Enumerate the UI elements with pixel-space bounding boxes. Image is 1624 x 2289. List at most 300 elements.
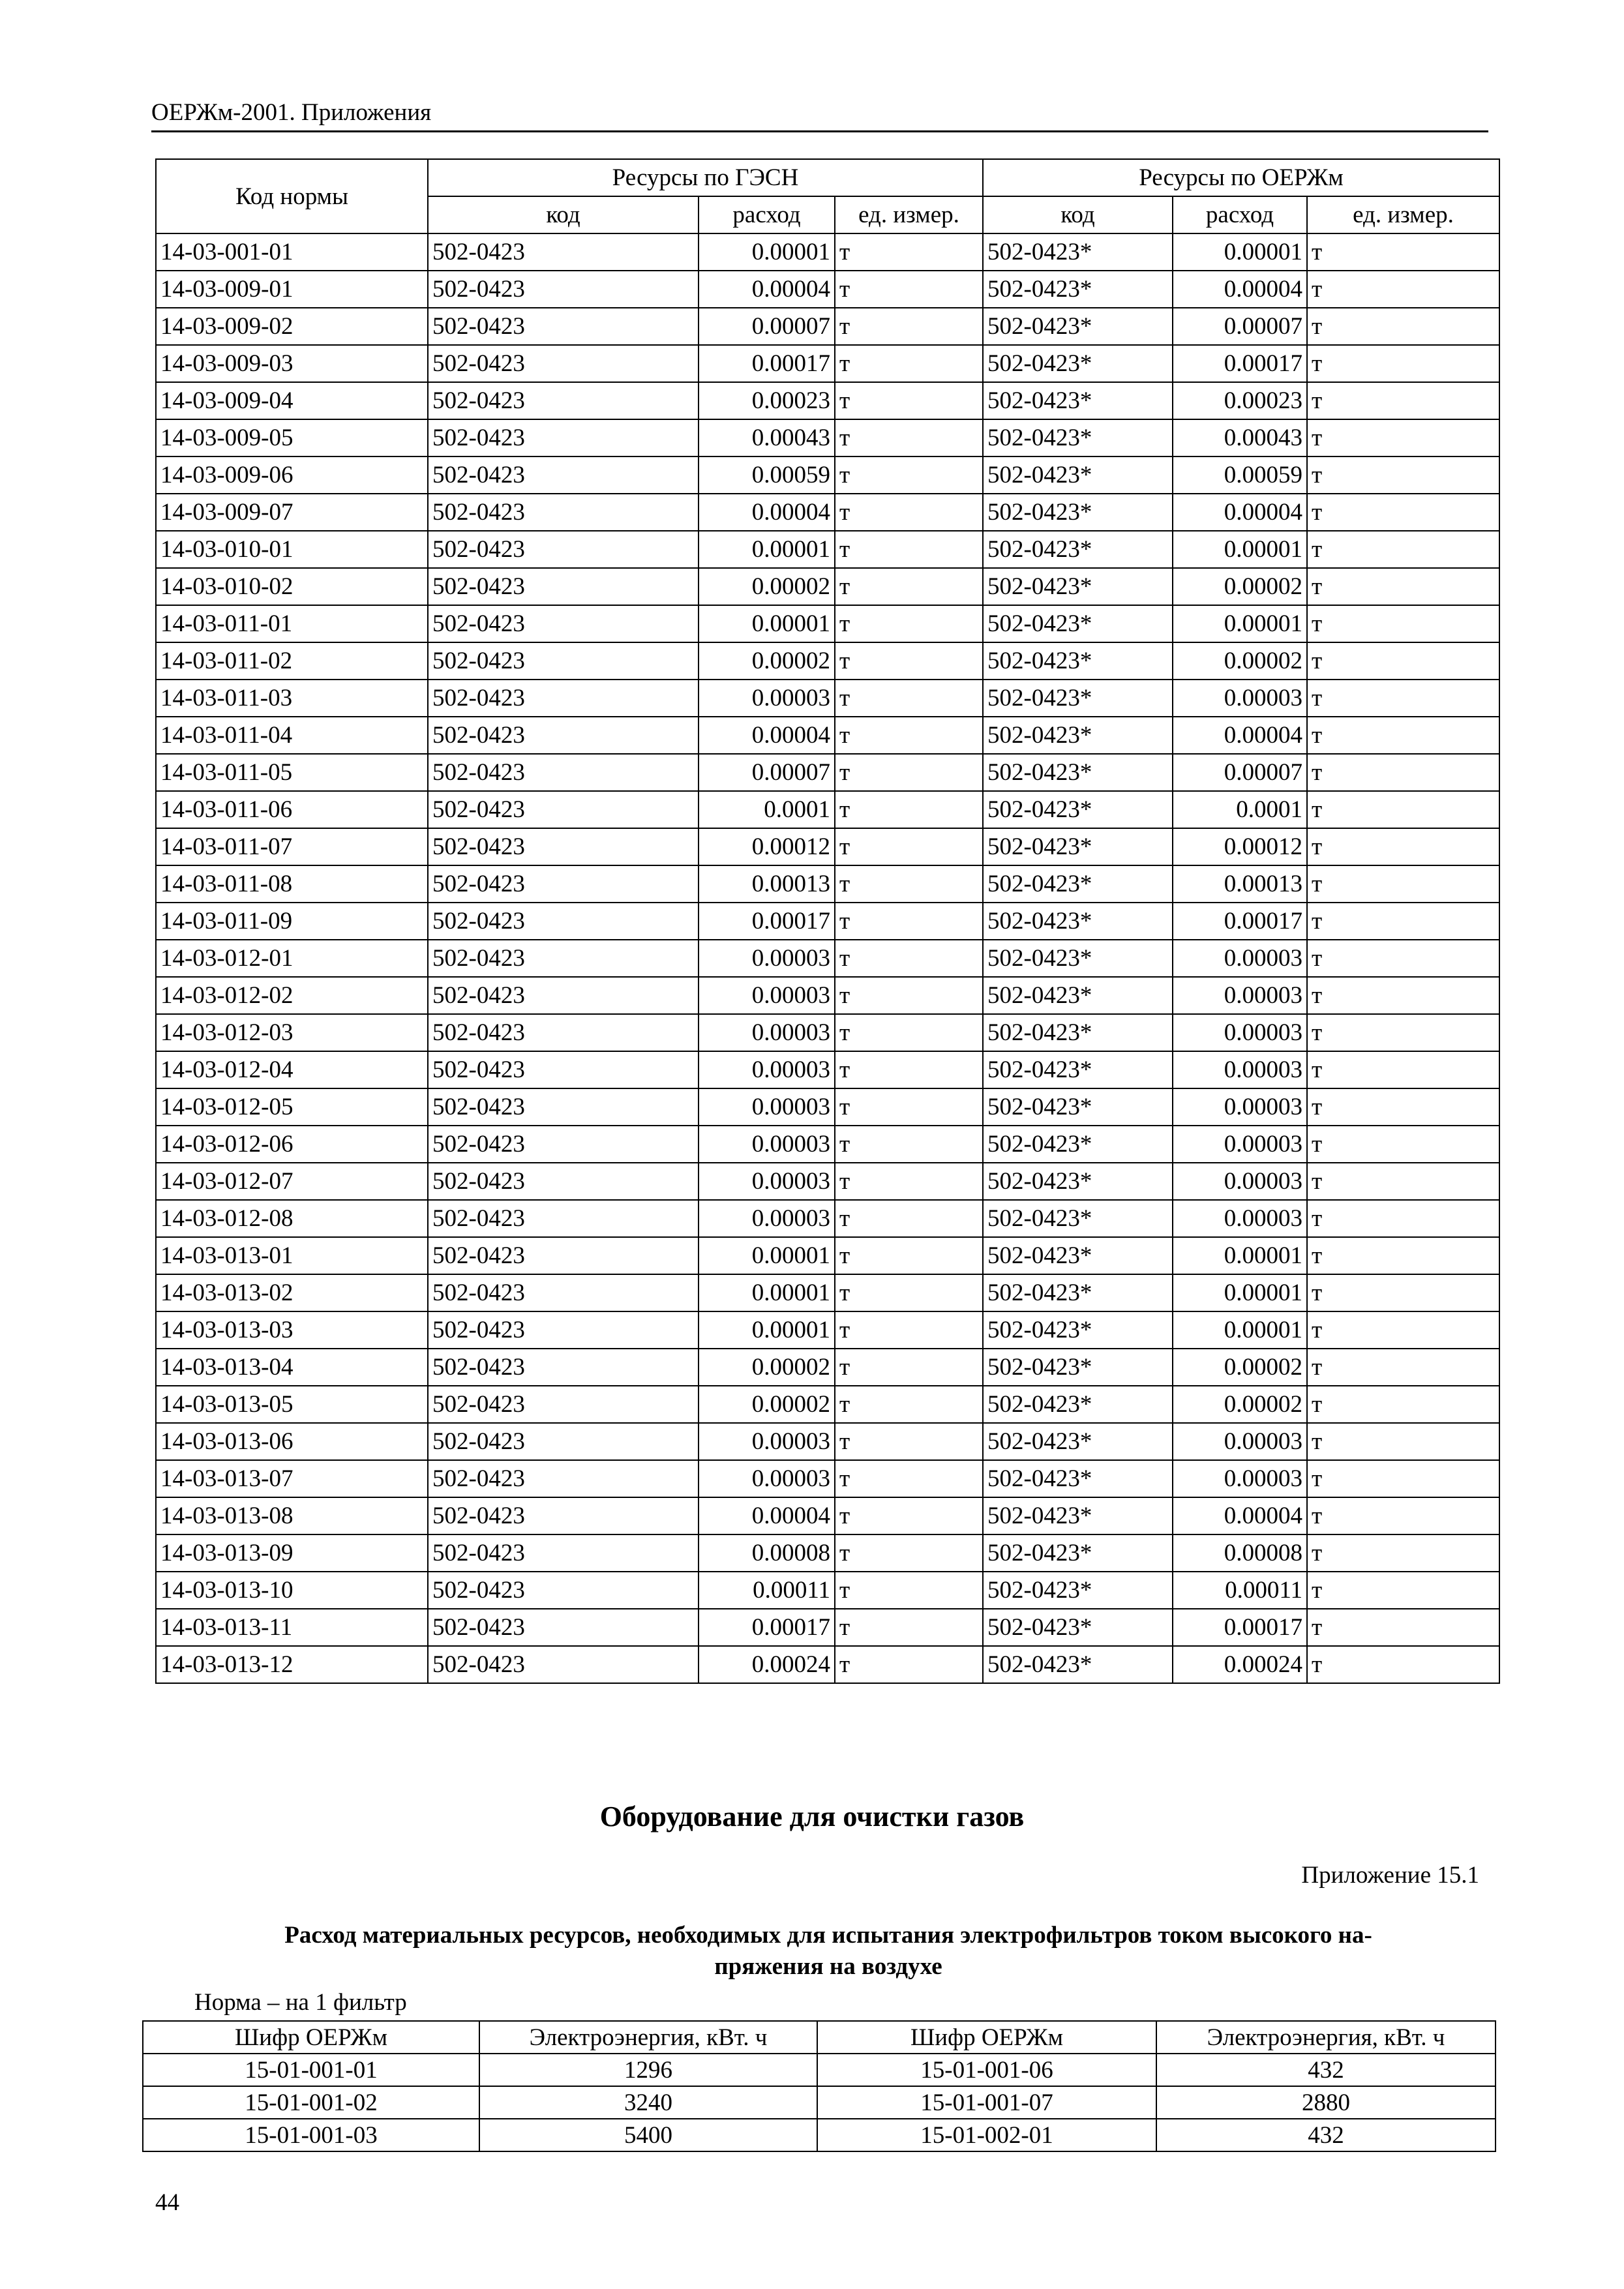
oerzhm-consumption-cell: 0.00001 [1173,233,1307,271]
norm-code-cell: 14-03-009-07 [156,494,428,531]
oerzhm-unit-cell: т [1307,940,1499,977]
table-row [156,1014,1499,1051]
gesn-consumption-cell: 0.00001 [699,233,835,271]
energy-consumption-table [142,2020,1496,2152]
gesn-consumption-cell: 0.00004 [699,494,835,531]
oerzhm-code-cell: 502-0423* [983,1051,1173,1088]
oerzhm-consumption-cell: 0.00007 [1173,308,1307,345]
oerzhm-unit-cell: т [1307,1572,1499,1609]
gesn-unit-cell: т [835,456,983,494]
table-row [156,1237,1499,1274]
gesn-code-cell: 502-0423 [428,1534,699,1572]
gesn-unit-cell: т [835,531,983,568]
header-gesn-unit: ед. измер. [835,196,983,233]
norm-code-cell: 14-03-012-04 [156,1051,428,1088]
gesn-consumption-cell: 0.00002 [699,642,835,680]
oerzhm-unit-cell: т [1307,419,1499,456]
gesn-consumption-cell: 0.00003 [699,1126,835,1163]
oerzhm-consumption-cell: 0.00002 [1173,568,1307,605]
oerzhm-code-cell: 502-0423* [983,605,1173,642]
running-header: ОЕРЖм-2001. Приложения [151,97,1488,132]
oerzhm-code-cell: 502-0423* [983,1609,1173,1646]
energy-kwh-cell: 1296 [479,2054,817,2086]
oerzhm-unit-cell: т [1307,717,1499,754]
norm-code-cell: 14-03-010-01 [156,531,428,568]
oerzhm-consumption-cell: 0.00004 [1173,717,1307,754]
gesn-unit-cell: т [835,1534,983,1572]
gesn-unit-cell: т [835,1014,983,1051]
norm-code-cell: 14-03-011-09 [156,903,428,940]
energy-kwh-cell: 2880 [1156,2086,1496,2119]
table-row [143,2119,1496,2151]
oerzhm-code-cell: 502-0423* [983,1237,1173,1274]
oerzhm-code-cell: 502-0423* [983,717,1173,754]
gesn-unit-cell: т [835,1051,983,1088]
gesn-unit-cell: т [835,1386,983,1423]
norm-code-cell: 14-03-012-03 [156,1014,428,1051]
gesn-code-cell: 502-0423 [428,903,699,940]
gesn-unit-cell: т [835,1126,983,1163]
gesn-consumption-cell: 0.00003 [699,940,835,977]
oerzhm-unit-cell: т [1307,456,1499,494]
table-row [156,1088,1499,1126]
oerzhm-unit-cell: т [1307,791,1499,828]
norm-note: Норма – на 1 фильтр [194,1989,407,2016]
gesn-unit-cell: т [835,568,983,605]
norm-code-cell: 14-03-011-08 [156,865,428,903]
header-oerzhm-unit: ед. измер. [1307,196,1499,233]
gesn-unit-cell: т [835,494,983,531]
header-gesn-consumption: расход [699,196,835,233]
oerzhm-code-cell: 502-0423* [983,1349,1173,1386]
oerzhm-unit-cell: т [1307,1386,1499,1423]
oerzhm-code-cell: 502-0423* [983,940,1173,977]
oerzhm-unit-cell: т [1307,233,1499,271]
gesn-code-cell: 502-0423 [428,828,699,865]
oerzhm-code-cell: 502-0423* [983,1534,1173,1572]
oerzhm-code-cell: 502-0423* [983,494,1173,531]
gesn-unit-cell: т [835,680,983,717]
header-gesn-code: код [428,196,699,233]
gesn-code-cell: 502-0423 [428,271,699,308]
oerzhm-code-cell: 502-0423* [983,568,1173,605]
oerzhm-consumption-cell: 0.00012 [1173,828,1307,865]
table-row [156,605,1499,642]
energy-table-body [143,2054,1496,2151]
table-row [143,2054,1496,2086]
header-norm-code: Код нормы [156,159,428,233]
table-row [156,271,1499,308]
gesn-consumption-cell: 0.00001 [699,1274,835,1311]
oerzhm-code-cell: 502-0423* [983,1497,1173,1534]
gesn-code-cell: 502-0423 [428,1088,699,1126]
table-row [156,1423,1499,1460]
table-row [156,345,1499,382]
oerzhm-code-cell: 502-0423* [983,1311,1173,1349]
oerzhm-code-cell: 502-0423* [983,345,1173,382]
gesn-consumption-cell: 0.00003 [699,1088,835,1126]
oerzhm-unit-cell: т [1307,1051,1499,1088]
oerzhm-consumption-cell: 0.00011 [1173,1572,1307,1609]
gesn-code-cell: 502-0423 [428,642,699,680]
norm-code-cell: 14-03-011-07 [156,828,428,865]
gesn-unit-cell: т [835,903,983,940]
oerzhm-unit-cell: т [1307,1609,1499,1646]
table-row [156,1126,1499,1163]
norm-code-cell: 14-03-011-02 [156,642,428,680]
gesn-unit-cell: т [835,605,983,642]
oerzhm-consumption-cell: 0.00003 [1173,1014,1307,1051]
energy-header-kwh-2: Электроэнергия, кВт. ч [1156,2021,1496,2054]
gesn-unit-cell: т [835,1237,983,1274]
header-oerzhm-resources: Ресурсы по ОЕРЖм [983,159,1499,196]
energy-code-cell: 15-01-001-02 [143,2086,479,2119]
gesn-consumption-cell: 0.00059 [699,456,835,494]
norm-code-cell: 14-03-013-07 [156,1460,428,1497]
oerzhm-code-cell: 502-0423* [983,1646,1173,1683]
oerzhm-unit-cell: т [1307,1274,1499,1311]
gesn-code-cell: 502-0423 [428,494,699,531]
table-caption [196,1920,1461,1982]
gesn-consumption-cell: 0.00011 [699,1572,835,1609]
oerzhm-consumption-cell: 0.00004 [1173,494,1307,531]
gesn-code-cell: 502-0423 [428,1423,699,1460]
oerzhm-code-cell: 502-0423* [983,1386,1173,1423]
gesn-code-cell: 502-0423 [428,680,699,717]
norm-code-cell: 14-03-011-04 [156,717,428,754]
gesn-unit-cell: т [835,940,983,977]
oerzhm-unit-cell: т [1307,568,1499,605]
gesn-unit-cell: т [835,271,983,308]
gesn-consumption-cell: 0.00004 [699,1497,835,1534]
gesn-code-cell: 502-0423 [428,419,699,456]
oerzhm-unit-cell: т [1307,977,1499,1014]
norm-code-cell: 14-03-013-06 [156,1423,428,1460]
gesn-consumption-cell: 0.00004 [699,717,835,754]
gesn-code-cell: 502-0423 [428,456,699,494]
table-row [156,1534,1499,1572]
norm-code-cell: 14-03-013-08 [156,1497,428,1534]
table-row [156,1386,1499,1423]
oerzhm-consumption-cell: 0.00001 [1173,1274,1307,1311]
table-row [156,1349,1499,1386]
oerzhm-code-cell: 502-0423* [983,1274,1173,1311]
oerzhm-unit-cell: т [1307,1088,1499,1126]
table-row [156,1311,1499,1349]
table-row [156,382,1499,419]
gesn-consumption-cell: 0.00008 [699,1534,835,1572]
gesn-consumption-cell: 0.00003 [699,1200,835,1237]
oerzhm-consumption-cell: 0.00008 [1173,1534,1307,1572]
gesn-consumption-cell: 0.00001 [699,605,835,642]
oerzhm-unit-cell: т [1307,865,1499,903]
oerzhm-code-cell: 502-0423* [983,828,1173,865]
oerzhm-code-cell: 502-0423* [983,865,1173,903]
oerzhm-consumption-cell: 0.00013 [1173,865,1307,903]
table-row [156,903,1499,940]
oerzhm-consumption-cell: 0.00003 [1173,1088,1307,1126]
gesn-consumption-cell: 0.00003 [699,1460,835,1497]
gesn-code-cell: 502-0423 [428,345,699,382]
norm-code-cell: 14-03-013-11 [156,1609,428,1646]
oerzhm-consumption-cell: 0.00003 [1173,1126,1307,1163]
oerzhm-consumption-cell: 0.00001 [1173,1311,1307,1349]
table-row [156,865,1499,903]
gesn-consumption-cell: 0.00013 [699,865,835,903]
oerzhm-unit-cell: т [1307,271,1499,308]
table-row [156,1497,1499,1534]
oerzhm-consumption-cell: 0.00003 [1173,977,1307,1014]
oerzhm-code-cell: 502-0423* [983,382,1173,419]
gesn-unit-cell: т [835,1609,983,1646]
gesn-consumption-cell: 0.00003 [699,1014,835,1051]
gesn-consumption-cell: 0.00003 [699,977,835,1014]
gesn-unit-cell: т [835,382,983,419]
norm-code-cell: 14-03-013-04 [156,1349,428,1386]
norm-code-cell: 14-03-011-01 [156,605,428,642]
oerzhm-consumption-cell: 0.00043 [1173,419,1307,456]
oerzhm-code-cell: 502-0423* [983,977,1173,1014]
caption-line-2: пряжения на воздухе [714,1953,942,1980]
oerzhm-consumption-cell: 0.00024 [1173,1646,1307,1683]
gesn-code-cell: 502-0423 [428,382,699,419]
gesn-unit-cell: т [835,1200,983,1237]
energy-header-kwh-1: Электроэнергия, кВт. ч [479,2021,817,2054]
table-row [156,828,1499,865]
oerzhm-code-cell: 502-0423* [983,1163,1173,1200]
energy-header-code-1: Шифр ОЕРЖм [143,2021,479,2054]
main-table-body [156,233,1499,1683]
oerzhm-unit-cell: т [1307,531,1499,568]
gesn-consumption-cell: 0.00007 [699,308,835,345]
gesn-consumption-cell: 0.00001 [699,1237,835,1274]
gesn-code-cell: 502-0423 [428,1609,699,1646]
gesn-code-cell: 502-0423 [428,754,699,791]
gesn-consumption-cell: 0.00017 [699,903,835,940]
gesn-code-cell: 502-0423 [428,1163,699,1200]
oerzhm-code-cell: 502-0423* [983,1200,1173,1237]
oerzhm-consumption-cell: 0.00059 [1173,456,1307,494]
appendix-label: Приложение 15.1 [1301,1862,1479,1889]
oerzhm-code-cell: 502-0423* [983,1460,1173,1497]
gesn-code-cell: 502-0423 [428,1460,699,1497]
gesn-unit-cell: т [835,1311,983,1349]
oerzhm-unit-cell: т [1307,345,1499,382]
norm-code-cell: 14-03-013-12 [156,1646,428,1683]
gesn-consumption-cell: 0.00003 [699,1423,835,1460]
gesn-code-cell: 502-0423 [428,1014,699,1051]
energy-kwh-cell: 5400 [479,2119,817,2151]
gesn-code-cell: 502-0423 [428,1311,699,1349]
energy-code-cell: 15-01-001-03 [143,2119,479,2151]
table-row [156,1460,1499,1497]
gesn-code-cell: 502-0423 [428,865,699,903]
energy-code-cell: 15-01-001-06 [817,2054,1156,2086]
norm-code-cell: 14-03-009-06 [156,456,428,494]
table-row [156,642,1499,680]
energy-code-cell: 15-01-001-01 [143,2054,479,2086]
gesn-code-cell: 502-0423 [428,568,699,605]
norm-code-cell: 14-03-012-01 [156,940,428,977]
gesn-code-cell: 502-0423 [428,605,699,642]
norm-code-cell: 14-03-009-02 [156,308,428,345]
oerzhm-consumption-cell: 0.00003 [1173,1051,1307,1088]
oerzhm-consumption-cell: 0.00003 [1173,1163,1307,1200]
gesn-consumption-cell: 0.00017 [699,345,835,382]
energy-code-cell: 15-01-001-07 [817,2086,1156,2119]
oerzhm-consumption-cell: 0.00002 [1173,642,1307,680]
oerzhm-unit-cell: т [1307,680,1499,717]
norm-code-cell: 14-03-013-10 [156,1572,428,1609]
norm-code-cell: 14-03-013-01 [156,1237,428,1274]
energy-code-cell: 15-01-002-01 [817,2119,1156,2151]
oerzhm-unit-cell: т [1307,828,1499,865]
gesn-consumption-cell: 0.00024 [699,1646,835,1683]
gesn-code-cell: 502-0423 [428,940,699,977]
oerzhm-unit-cell: т [1307,1646,1499,1683]
norm-code-cell: 14-03-012-05 [156,1088,428,1126]
table-row [156,1163,1499,1200]
oerzhm-unit-cell: т [1307,494,1499,531]
gesn-unit-cell: т [835,233,983,271]
oerzhm-consumption-cell: 0.00001 [1173,1237,1307,1274]
gesn-unit-cell: т [835,791,983,828]
norm-code-cell: 14-03-013-02 [156,1274,428,1311]
norm-code-cell: 14-03-009-04 [156,382,428,419]
norm-code-cell: 14-03-009-01 [156,271,428,308]
gesn-code-cell: 502-0423 [428,1051,699,1088]
gesn-code-cell: 502-0423 [428,1572,699,1609]
oerzhm-consumption-cell: 0.00003 [1173,1423,1307,1460]
table-row [156,1200,1499,1237]
gesn-code-cell: 502-0423 [428,1237,699,1274]
norm-code-cell: 14-03-011-06 [156,791,428,828]
gesn-code-cell: 502-0423 [428,1646,699,1683]
section-title: Оборудование для очистки газов [599,1801,1025,1833]
gesn-consumption-cell: 0.00004 [699,271,835,308]
header-oerzhm-code: код [983,196,1173,233]
oerzhm-code-cell: 502-0423* [983,1423,1173,1460]
energy-header-code-2: Шифр ОЕРЖм [817,2021,1156,2054]
norm-code-cell: 14-03-013-09 [156,1534,428,1572]
oerzhm-unit-cell: т [1307,382,1499,419]
oerzhm-consumption-cell: 0.00004 [1173,1497,1307,1534]
oerzhm-consumption-cell: 0.00003 [1173,680,1307,717]
gesn-unit-cell: т [835,642,983,680]
oerzhm-consumption-cell: 0.00001 [1173,605,1307,642]
norm-code-cell: 14-03-011-03 [156,680,428,717]
norm-code-cell: 14-03-012-08 [156,1200,428,1237]
norm-code-cell: 14-03-011-05 [156,754,428,791]
gesn-unit-cell: т [835,1572,983,1609]
oerzhm-consumption-cell: 0.00023 [1173,382,1307,419]
oerzhm-unit-cell: т [1307,1460,1499,1497]
gesn-code-cell: 502-0423 [428,791,699,828]
gesn-code-cell: 502-0423 [428,1497,699,1534]
oerzhm-unit-cell: т [1307,754,1499,791]
oerzhm-consumption-cell: 0.00017 [1173,1609,1307,1646]
oerzhm-consumption-cell: 0.00002 [1173,1349,1307,1386]
oerzhm-unit-cell: т [1307,903,1499,940]
gesn-consumption-cell: 0.00023 [699,382,835,419]
gesn-consumption-cell: 0.00002 [699,568,835,605]
oerzhm-consumption-cell: 0.00001 [1173,531,1307,568]
oerzhm-consumption-cell: 0.00002 [1173,1386,1307,1423]
gesn-unit-cell: т [835,1349,983,1386]
table-row [156,1051,1499,1088]
gesn-consumption-cell: 0.00007 [699,754,835,791]
gesn-unit-cell: т [835,1274,983,1311]
table-row [156,940,1499,977]
table-row [156,419,1499,456]
oerzhm-consumption-cell: 0.0001 [1173,791,1307,828]
oerzhm-consumption-cell: 0.00017 [1173,903,1307,940]
gesn-unit-cell: т [835,1423,983,1460]
gesn-unit-cell: т [835,419,983,456]
oerzhm-unit-cell: т [1307,1163,1499,1200]
oerzhm-code-cell: 502-0423* [983,903,1173,940]
gesn-unit-cell: т [835,754,983,791]
oerzhm-consumption-cell: 0.00003 [1173,940,1307,977]
gesn-unit-cell: т [835,345,983,382]
gesn-unit-cell: т [835,1497,983,1534]
gesn-unit-cell: т [835,308,983,345]
table-row [156,1274,1499,1311]
resource-comparison-table [155,158,1500,1684]
header-gesn-resources: Ресурсы по ГЭСН [428,159,983,196]
oerzhm-unit-cell: т [1307,605,1499,642]
table-row [156,717,1499,754]
oerzhm-consumption-cell: 0.00003 [1173,1460,1307,1497]
oerzhm-unit-cell: т [1307,1423,1499,1460]
table-row [156,531,1499,568]
table-row [156,754,1499,791]
energy-kwh-cell: 432 [1156,2119,1496,2151]
gesn-code-cell: 502-0423 [428,1386,699,1423]
table-row [156,977,1499,1014]
gesn-consumption-cell: 0.00002 [699,1386,835,1423]
gesn-consumption-cell: 0.00043 [699,419,835,456]
table-row [156,1609,1499,1646]
page-number: 44 [155,2189,179,2216]
table-row [156,1646,1499,1683]
oerzhm-code-cell: 502-0423* [983,456,1173,494]
energy-kwh-cell: 432 [1156,2054,1496,2086]
gesn-unit-cell: т [835,1460,983,1497]
oerzhm-unit-cell: т [1307,1311,1499,1349]
gesn-code-cell: 502-0423 [428,1349,699,1386]
oerzhm-code-cell: 502-0423* [983,531,1173,568]
gesn-unit-cell: т [835,977,983,1014]
norm-code-cell: 14-03-001-01 [156,233,428,271]
gesn-consumption-cell: 0.00017 [699,1609,835,1646]
table-row [156,568,1499,605]
energy-kwh-cell: 3240 [479,2086,817,2119]
table-row [156,791,1499,828]
table-row [156,308,1499,345]
norm-code-cell: 14-03-012-06 [156,1126,428,1163]
table-row [156,494,1499,531]
oerzhm-unit-cell: т [1307,1200,1499,1237]
norm-code-cell: 14-03-013-05 [156,1386,428,1423]
gesn-unit-cell: т [835,1163,983,1200]
oerzhm-code-cell: 502-0423* [983,1126,1173,1163]
oerzhm-code-cell: 502-0423* [983,1088,1173,1126]
gesn-code-cell: 502-0423 [428,1274,699,1311]
oerzhm-unit-cell: т [1307,1126,1499,1163]
header-oerzhm-consumption: расход [1173,196,1307,233]
gesn-consumption-cell: 0.00003 [699,1051,835,1088]
